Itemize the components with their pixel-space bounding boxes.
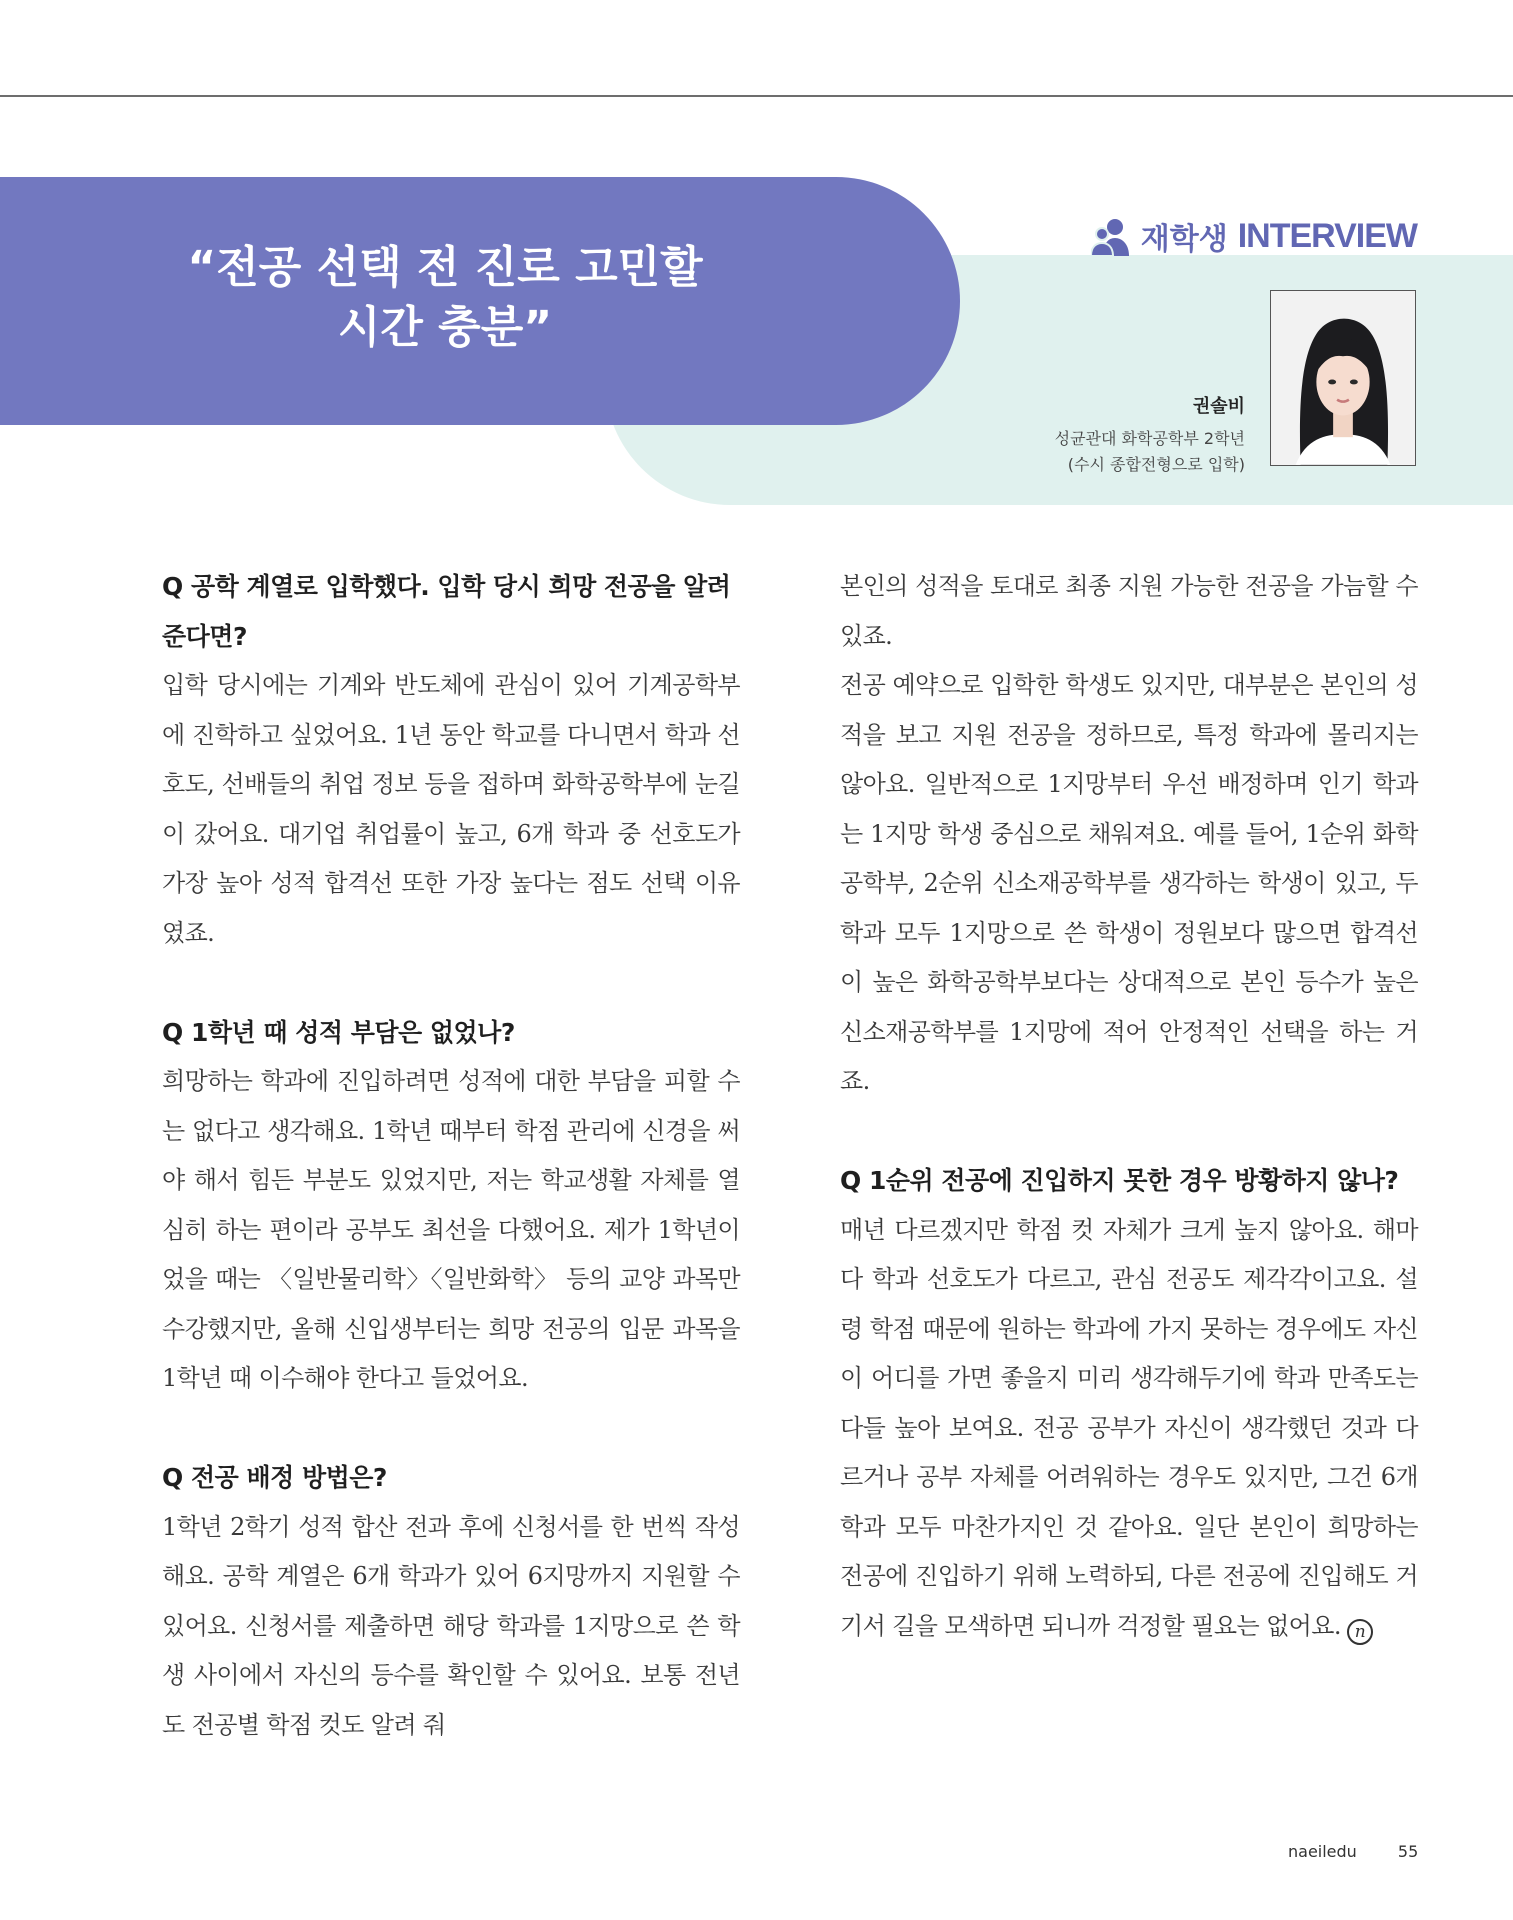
answer-1: 입학 당시에는 기계와 반도체에 관심이 있어 기계공학부에 진학하고 싶었어요. 1년 동안 학교를 다니면서 학과 선호도, 선배들의 취업 정보 등을 접하며 화학공학부에 눈길이 갔어요. 대기업 취업률이 높고, 6개 학과 중 선호도가 가장 높아 성적 합격선 또한 가장 높다는 점도 선택 이유였죠.: [162, 671, 740, 947]
portrait-illustration: [1271, 291, 1415, 465]
headline: [130, 238, 760, 358]
interviewee-profile: [1055, 392, 1245, 478]
question-1: Q 공학 계열로 입학했다. 입학 당시 희망 전공을 알려준다면?: [162, 572, 731, 651]
answer-4-wrapper: [840, 1206, 1418, 1652]
page-number: 55: [1397, 1842, 1419, 1861]
end-mark-icon: n: [1347, 1619, 1373, 1645]
interview-people-icon: [1091, 216, 1131, 256]
answer-4: 매년 다르겠지만 학점 컷 자체가 크게 높지 않아요. 해마다 학과 선호도가 다르고, 관심 전공도 제각각이고요. 설령 학점 때문에 원하는 학과에 가지 못하는 경우에도 자신이 어디를 가면 좋을지 미리 생각해두기에 학과 만족도는 다들 높아 보여요. 전공 공부가 자신이 생각했던 것과 다르거나 공부 자체를 어려워하는 경우도 있지만, 그건 6개 학과 모두 마찬가지인 것 같아요. 일단 본인이 희망하는 전공에 진입하기 위해 노력하되, 다른 전공에 진입해도 거기서 길을 모색하면 되니까 걱정할 필요는 없어요.: [840, 1215, 1418, 1640]
page-footer: [1288, 1842, 1418, 1861]
tag-english: INTERVIEW: [1237, 216, 1417, 255]
interviewee-admission: (수시 종합전형으로 입학): [1067, 455, 1245, 474]
answer-3-continued: 본인의 성적을 토대로 최종 지원 가능한 전공을 가늠할 수 있죠.: [840, 572, 1418, 650]
tag-korean: 재학생: [1140, 222, 1228, 257]
right-column: [840, 562, 1418, 1651]
interviewee-name: 권솔비: [1192, 396, 1245, 417]
headline-line-2: 시간 충분”: [337, 302, 553, 353]
answer-2: 희망하는 학과에 진입하려면 성적에 대한 부담을 피할 수는 없다고 생각해요. 1학년 때부터 학점 관리에 신경을 써야 해서 힘든 부분도 있었지만, 저는 학교생활 자체를 열심히 하는 편이라 공부도 최선을 다했어요. 제가 1학년이었을 때는 〈일반물리학〉〈일반화학〉 등의 교양 과목만 수강했지만, 올해 신입생부터는 희망 전공의 입문 과목을 1학년 때 이수해야 한다고 들었어요.: [162, 1067, 740, 1392]
interview-tag: [1091, 214, 1417, 258]
question-3: Q 전공 배정 방법은?: [162, 1463, 387, 1492]
interviewee-affiliation: 성균관대 화학공학부 2학년: [1054, 429, 1245, 448]
interviewee-photo: [1270, 290, 1416, 466]
question-4: Q 1순위 전공에 진입하지 못한 경우 방황하지 않나?: [840, 1166, 1399, 1195]
answer-3-paragraph-2: 전공 예약으로 입학한 학생도 있지만, 대부분은 본인의 성적을 보고 지원 전공을 정하므로, 특정 학과에 몰리지는 않아요. 일반적으로 1지망부터 우선 배정하며 인기 학과는 1지망 학생 중심으로 채워져요. 예를 들어, 1순위 화학공학부, 2순위 신소재공학부를 생각하는 학생이 있고, 두 학과 모두 1지망으로 쓴 학생이 정원보다 많으면 합격선이 높은 화학공학부보다는 상대적으로 본인 등수가 높은 신소재공학부를 1지망에 적어 안정적인 선택을 하는 거죠.: [840, 671, 1418, 1095]
question-2: Q 1학년 때 성적 부담은 없었나?: [162, 1017, 515, 1047]
footer-brand: naeiledu: [1288, 1842, 1357, 1861]
left-column: [162, 562, 740, 1750]
answer-3: 1학년 2학기 성적 합산 전과 후에 신청서를 한 번씩 작성해요. 공학 계열은 6개 학과가 있어 6지망까지 지원할 수 있어요. 신청서를 제출하면 해당 학과를 1지망으로 쓴 학생 사이에서 자신의 등수를 확인할 수 있어요. 보통 전년도 전공별 학점 컷도 알려 줘: [162, 1512, 740, 1739]
top-rule: [0, 95, 1513, 97]
headline-line-1: “전공 선택 전 진로 고민할: [187, 242, 703, 293]
